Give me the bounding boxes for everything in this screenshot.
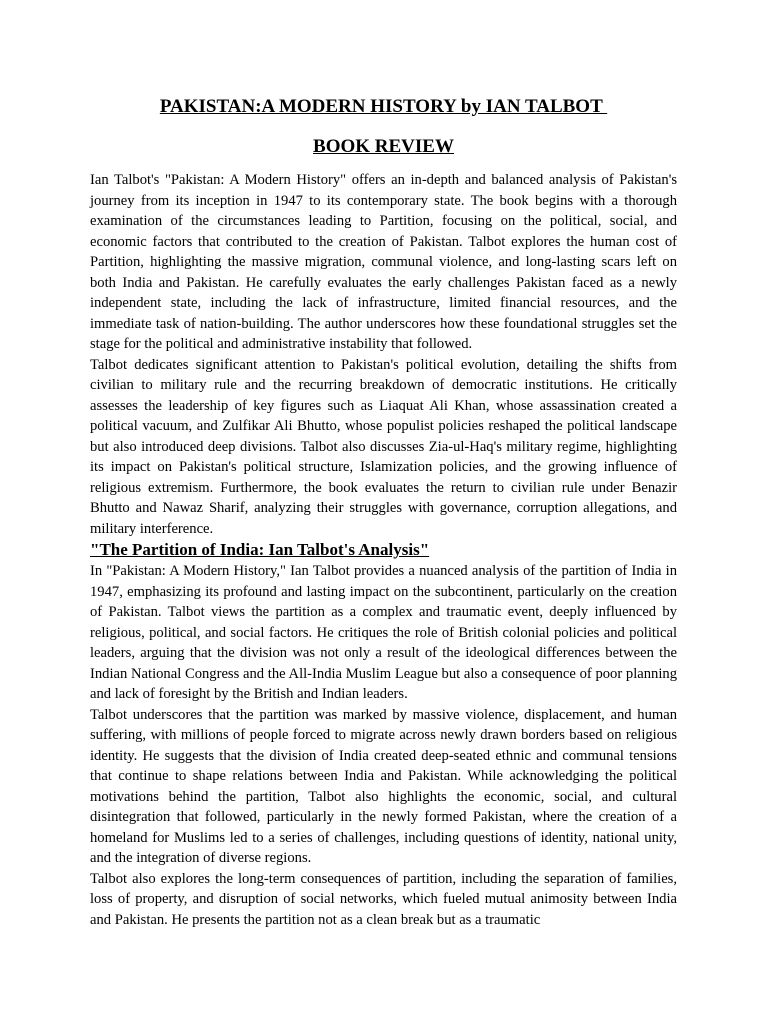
section-paragraph: Talbot also explores the long-term consequences of partition, including the separation of families, loss of property, and disruption of social networks, which fueled mutual animosity between India and Pakistan. He presents the partition not as a clean break but as a traumatic — [90, 870, 677, 928]
document-title: PAKISTAN:A MODERN HISTORY by IAN TALBOT — [159, 96, 608, 117]
section-paragraph: Talbot underscores that the partition was marked by massive violence, displacement, and human suffering, with millions of people forced to migrate across newly drawn borders based on religious identity. He suggests that the division of India created deep-seated ethnic and communal tensions that continue to shape relations between India and Pakistan. While acknowledging the political motivations behind the partition, Talbot also highlights the economic, social, and cultural disintegration that followed, particularly in the newly formed Pakistan, where the creation of a homeland for Muslims led to a series of challenges, including questions of identity, national unity, and the integration of diverse regions. — [90, 706, 677, 866]
section-heading: "The Partition of India: Ian Talbot's Analysis" — [90, 540, 430, 559]
section-paragraph: In "Pakistan: A Modern History," Ian Talbot provides a nuanced analysis of the partition of India in 1947, emphasizing its profound and lasting impact on the subcontinent, particularly on the creation of Pakistan. Talbot views the partition as a complex and traumatic event, deeply influenced by religious, political, and social factors. He critiques the role of British colonial policies and political leaders, arguing that the division was not only a result of the ideological differences between the Indian National Congress and the All-India Muslim League but also a consequence of poor planning and lack of foresight by the British and Indian leaders. — [90, 563, 677, 702]
intro-paragraph: Ian Talbot's "Pakistan: A Modern History" offers an in-depth and balanced analysis of Pakistan's journey from its inception in 1947 to its contemporary state. The book begins with a thorough examination of the circumstances leading to Partition, focusing on the political, social, and economic factors that contributed to the creation of Pakistan. Talbot explores the human cost of Partition, highlighting the massive migration, communal violence, and long-lasting scars left on both India and Pakistan. He carefully evaluates the early challenges Pakistan faced as a newly independent state, including the lack of infrastructure, limited financial resources, and the immediate task of nation-building. The author underscores how these foundational struggles set the stage for the political and administrative instability that followed. — [90, 172, 677, 352]
intro-paragraph: Talbot dedicates significant attention to Pakistan's political evolution, detailing the shifts from civilian to military rule and the recurring breakdown of democratic institutions. He critically assesses the leadership of key figures such as Liaquat Ali Khan, whose assassination created a political vacuum, and Zulfikar Ali Bhutto, whose populist policies reshaped the political landscape but also introduced deep divisions. Talbot also discusses Zia-ul-Haq's military regime, highlighting its impact on Pakistan's political structure, Islamization policies, and the growing influence of religious extremism. Furthermore, the book evaluates the return to civilian rule under Benazir Bhutto and Nawaz Sharif, analyzing their struggles with governance, corruption allegations, and military interference. — [90, 356, 677, 537]
document-subtitle: BOOK REVIEW — [313, 136, 454, 157]
document-page — [90, 90, 677, 930]
